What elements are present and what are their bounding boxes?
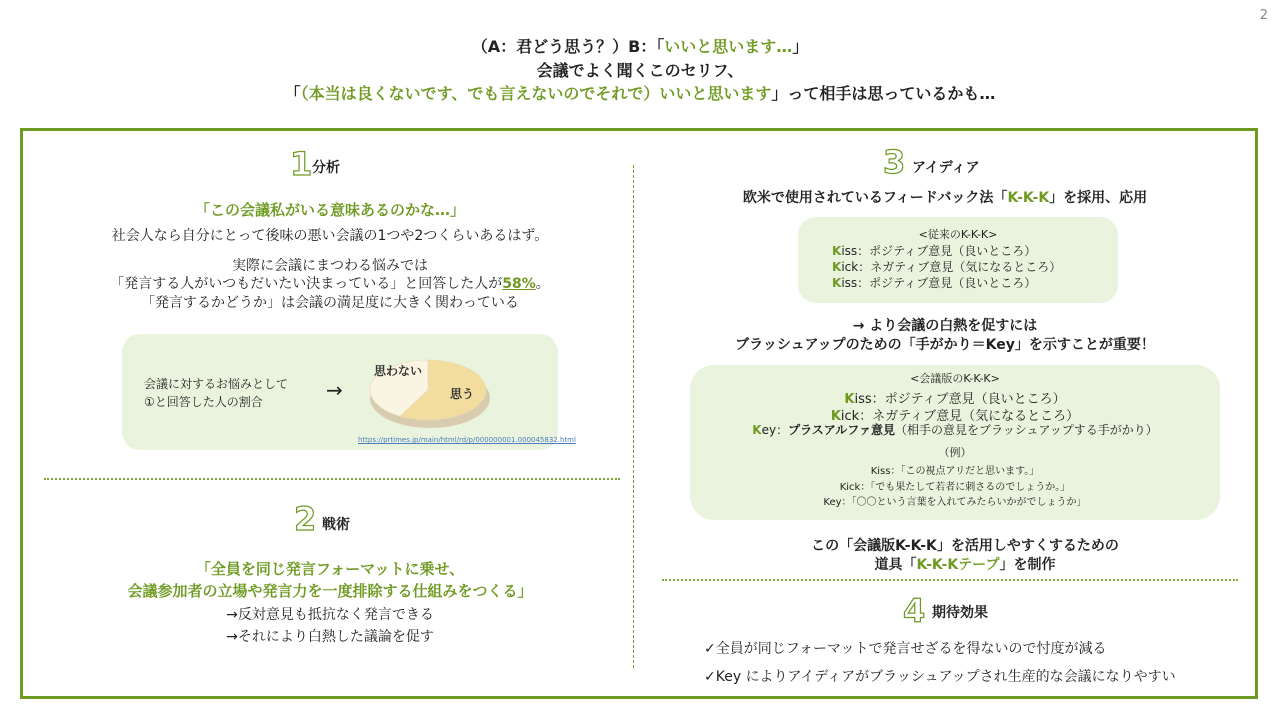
effect-item-2: ✓Key によりアイディアがブラッシュアップされ生産的な会議になりやすい bbox=[704, 669, 1176, 685]
section2-quote-2: 会議参加者の立場や発言力を一度排除する仕組みをつくる」 bbox=[127, 582, 533, 600]
header-line-1: （A：君どう思う？）B：「いいと思います…」 bbox=[471, 37, 809, 56]
example-key: Key：「〇〇という言葉を入れてみたらいかがでしょうか」 bbox=[823, 497, 1087, 508]
section1-text-1: 社会人なら自分にとって後味の悪い会議の1つや2つくらいあるはず。 bbox=[111, 228, 549, 244]
section3-title: アイディア bbox=[912, 160, 980, 176]
pie-chart bbox=[362, 350, 502, 434]
section3-mid-2: ブラッシュアップのための「手がかり＝Key」を示すことが重要！ bbox=[735, 337, 1155, 353]
chart-caption-1: 会議に対するお悩みとして bbox=[144, 377, 289, 391]
example-kick: Kick：「でも果たして若者に刺さるのでしょうか。」 bbox=[839, 482, 1071, 493]
section4-title: 期待効果 bbox=[932, 605, 988, 621]
section1-number: 1 bbox=[290, 145, 313, 183]
section3-mid-1: → より会議の白熱を促すには bbox=[852, 318, 1038, 334]
example-kiss: Kiss：「この視点アリだと思います。」 bbox=[870, 466, 1040, 477]
section3-outro-1: この「会議版K-K-K」を活用しやすくするための bbox=[811, 538, 1119, 554]
header-line-3: 「（本当は良くないです、でも言えないのでそれで）いいと思います」って相手は思っているかも… bbox=[284, 84, 996, 103]
conventional-kkk-list bbox=[832, 243, 1061, 291]
pie-label-think: 思う bbox=[449, 387, 475, 401]
chart-arrow: → bbox=[326, 378, 343, 402]
section4-number: 4 bbox=[903, 592, 926, 630]
page-number: 2 bbox=[1259, 8, 1268, 23]
header-line-2: 会議でよく聞くこのセリフ、 bbox=[536, 61, 744, 80]
section2-number: 2 bbox=[294, 500, 317, 538]
horizontal-divider-left bbox=[44, 478, 620, 480]
kkk-line-kick: Kick：ネガティブ意見（気になるところ） bbox=[832, 260, 1062, 274]
section1-quote: 「この会議私がいる意味あるのかな…」 bbox=[194, 201, 465, 219]
section1-text-3: 「発言する人がいつもだいたい決まっている」と回答した人が58%。 bbox=[110, 276, 550, 292]
example-title: （例） bbox=[938, 446, 972, 459]
section2-result-2: →それにより白熱した議論を促す bbox=[226, 629, 434, 645]
section2-title: 戦術 bbox=[322, 517, 350, 533]
meeting-kkk-title: <会議版のK-K-K> bbox=[910, 372, 1000, 385]
section2-quote-1: 「全員を同じ発言フォーマットに乗せ、 bbox=[195, 560, 465, 578]
kkk-line-kiss: Kiss：ポジティブ意見（良いところ） bbox=[832, 244, 1037, 258]
horizontal-divider-right bbox=[662, 579, 1238, 581]
section3-outro-2: 道具「K-K-Kテープ」を制作 bbox=[874, 557, 1056, 573]
source-link[interactable]: https://prtimes.jp/main/html/rd/p/000000001.000045832.html bbox=[358, 436, 576, 444]
section1-title: 分析 bbox=[312, 160, 340, 176]
conventional-kkk-title: <従来のK-K-K> bbox=[918, 228, 998, 241]
pie-label-not-think: 思わない bbox=[373, 364, 423, 378]
meeting-kkk-kick: Kick：ネガティブ意見（気になるところ） bbox=[830, 409, 1080, 424]
vertical-divider bbox=[633, 165, 634, 668]
section3-intro: 欧米で使用されているフィードバック法「K-K-K」を採用、応用 bbox=[742, 190, 1148, 206]
section1-text-2: 実際に会議にまつわる悩みでは bbox=[232, 258, 428, 274]
section2-result-1: →反対意見も抵抗なく発言できる bbox=[226, 607, 434, 623]
meeting-kkk-kiss: Kiss：ポジティブ意見（良いところ） bbox=[844, 392, 1066, 407]
chart-caption-2: ①と回答した人の割合 bbox=[144, 395, 263, 409]
section3-number: 3 bbox=[883, 143, 906, 181]
meeting-kkk-key: Key：プラスアルファ意見（相手の意見をブラッシュアップする手がかり） bbox=[752, 423, 1158, 437]
section1-text-4: 「発言するかどうか」は会議の満足度に大きく関わっている bbox=[141, 295, 519, 311]
effect-item-1: ✓全員が同じフォーマットで発言せざるを得ないので忖度が減る bbox=[704, 641, 1107, 657]
kkk-line-kiss-2: Kiss：ポジティブ意見（良いところ） bbox=[832, 276, 1037, 290]
